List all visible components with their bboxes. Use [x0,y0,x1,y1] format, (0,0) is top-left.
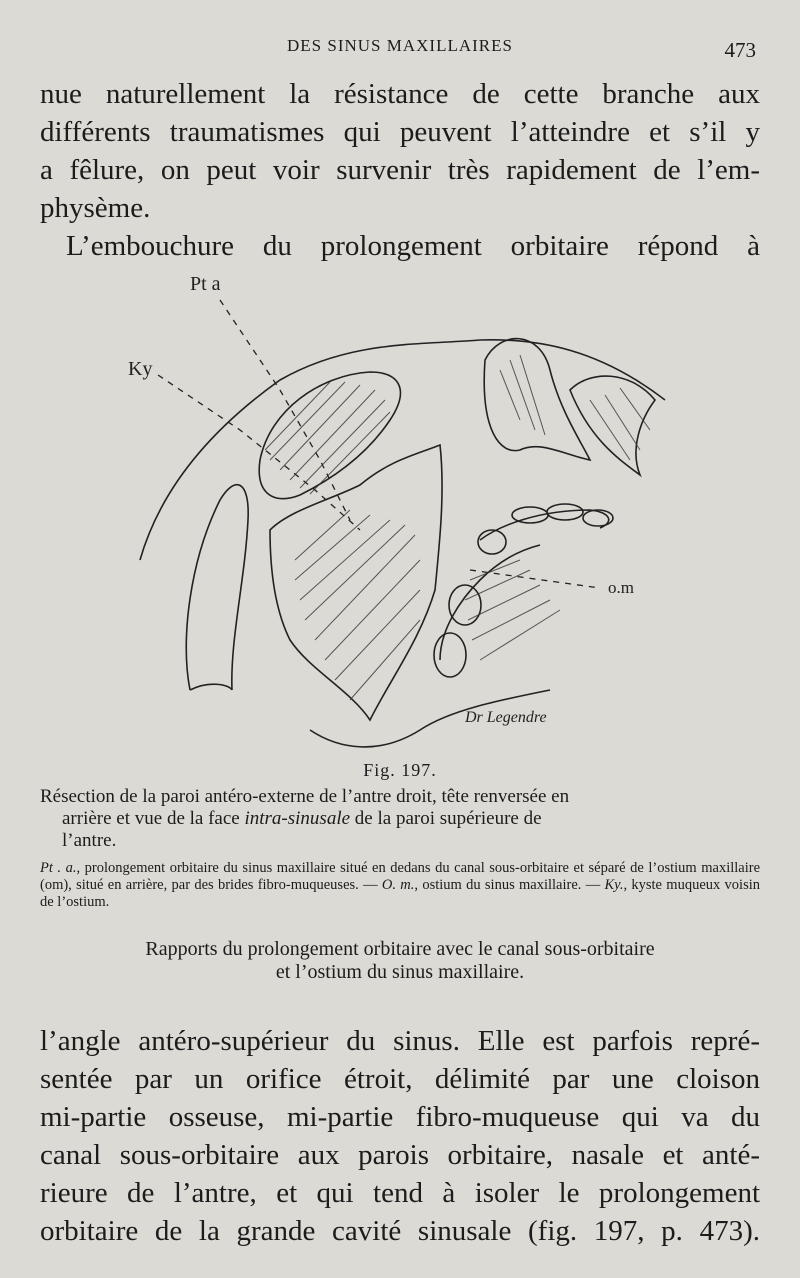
caption-line [40,808,760,830]
running-head: DES SINUS MAXILLAIRES [287,36,513,55]
text-line: nue naturellement la résistance de cette branche aux [40,78,760,110]
anatomical-illustration [120,260,680,760]
text-line: rieure de l’antre, et qui tend à isoler le prolongement [40,1177,760,1209]
text-line: L’embouchure du prolongement orbitaire répond à [66,230,760,262]
page-number: 473 [724,38,756,62]
figure-title-line: Rapports du prolongement orbitaire avec le canal sous-orbitaire [145,938,655,960]
legend-text: , kyste muqueux voisin de l’ostium. [40,877,760,910]
legend-key: Pt . a. [40,860,77,876]
figure-title [0,938,800,984]
caption-text: arrière et vue de la face [62,808,245,829]
text-line: canal sous-orbitaire aux parois orbitaire, nasale et anté- [40,1139,760,1171]
legend-key: Ky. [604,877,624,893]
text-line: sentée par un orifice étroit, délimité par une cloison [40,1063,760,1095]
caption-line: l’antre. [62,830,117,851]
label-ky: Ky [128,358,153,380]
label-pta: Pt a [190,273,221,295]
text-line: physème. [40,192,151,224]
legend-key: O. m. [381,877,415,893]
paragraph-bottom [40,1022,760,1250]
caption-emphasis: intra-sinusale [244,808,351,829]
text-line: mi-partie osseuse, mi-partie fibro-muqueuse qui va du [40,1101,760,1133]
figure-legend [40,860,760,911]
legend-text: , ostium du sinus maxillaire. — [414,877,605,893]
caption-text: de la paroi supérieure de [350,808,542,829]
text-line: a fêlure, on peut voir survenir très rapidement de l’em- [40,154,760,186]
figure-caption [40,786,760,852]
paragraph-top [40,75,760,227]
figure-number: Fig. 197. [363,760,437,780]
caption-line: Résection de la paroi antéro-externe de l’antre droit, tête renversée en [40,786,570,807]
text-line: différents traumatismes qui peuvent l’atteindre et s’il y [40,116,760,148]
text-line: orbitaire de la grande cavité sinusale (fig. 197, p. 473). [40,1215,760,1247]
label-om: o.m [608,578,634,597]
figure-title-line: et l’ostium du sinus maxillaire. [275,961,525,983]
legend-text: , prolongement orbitaire du sinus maxillaire situé en dedans du canal sous-orbitaire et séparé de l’ostium maxillaire (om), situé en arrière, par des brides fibro-muqueuses. — [40,860,761,893]
artist-signature: Dr Legendre [465,709,547,726]
text-line: l’angle antéro-supérieur du sinus. Elle est parfois repré- [40,1025,760,1057]
